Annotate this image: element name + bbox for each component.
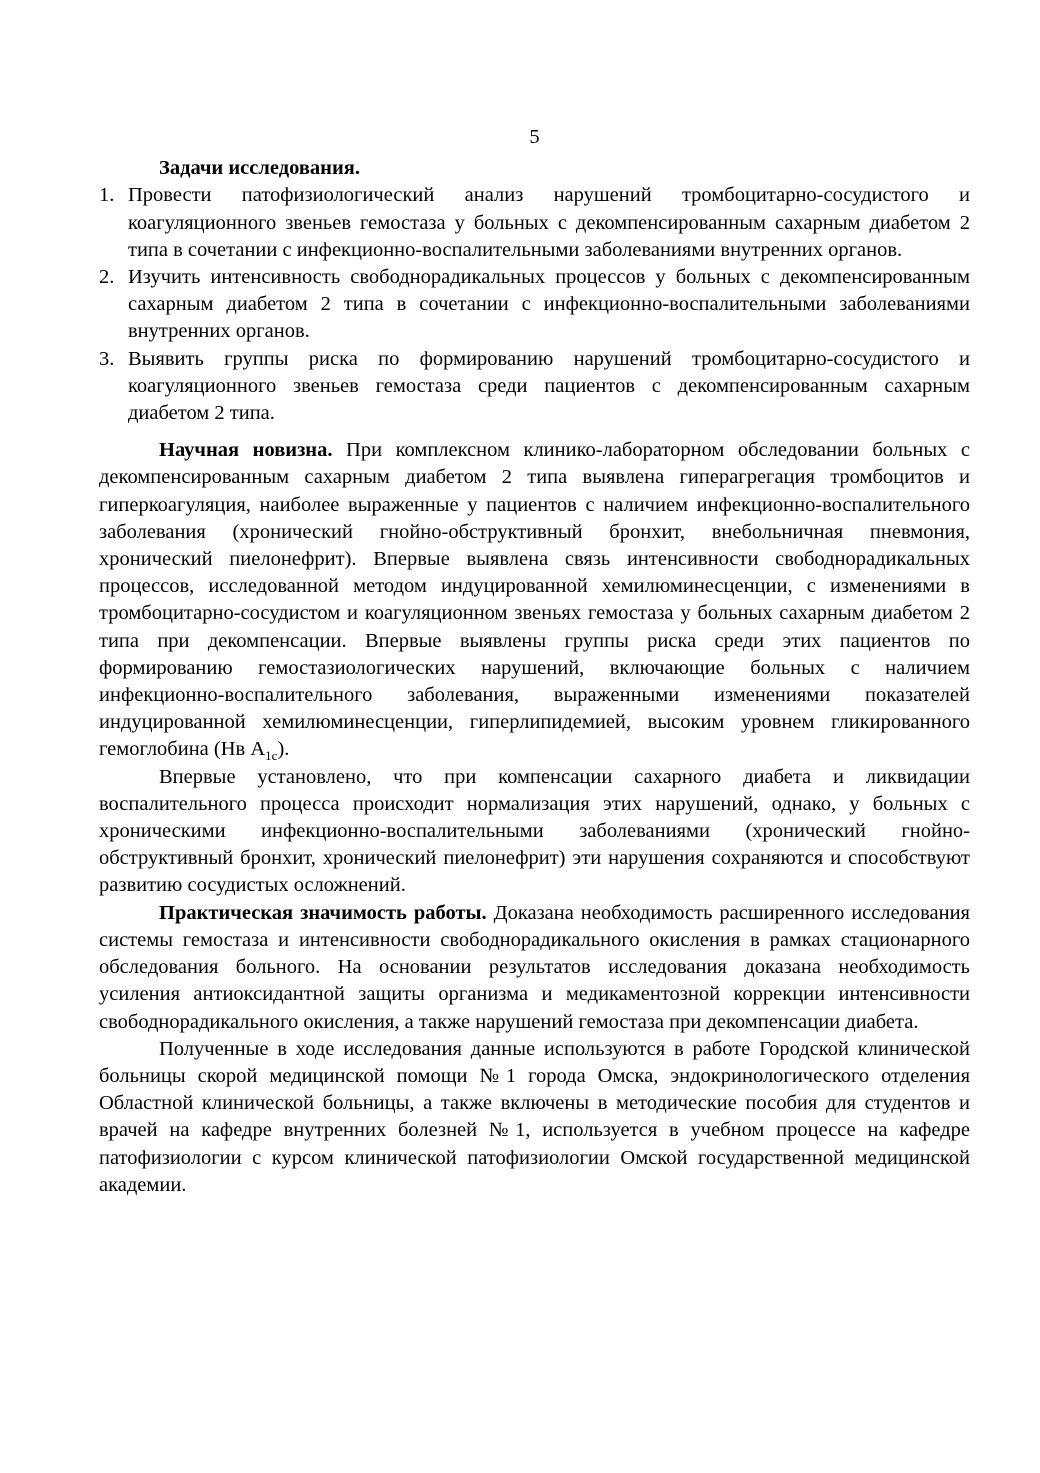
list-item (99, 264, 970, 346)
novelty-paragraph (99, 437, 970, 763)
tasks-list (99, 182, 970, 427)
significance-label: Практическая значимость работы. (159, 901, 487, 924)
spacer (99, 427, 970, 437)
implementation-paragraph: Полученные в ходе исследования данные используются в работе Городской клинической больницы скорой медицинской помощи №1 города Омска, эндокринологического отделения Областной клинической больницы, а также включены в методические пособия для студентов и врачей на кафедре внутренних болезней №1, используется в учебном процессе на кафедре патофизиологии с курсом клинической патофизиологии Омской государственной медицинской академии. (99, 1037, 970, 1196)
list-item-number: 3. (99, 347, 115, 370)
significance-paragraph (99, 900, 970, 1036)
novelty-tail: ). (277, 738, 290, 761)
hba1c-subscript: 1c (265, 748, 278, 764)
novelty-text: При комплексном клинико-лабораторном обследовании больных с декомпенсированным сахарным диабетом 2 типа выявлена гиперагрегация тромбоцитов и гиперкоагуляция, наиболее выраженные у пациентов с наличием инфекционно-воспалительного заболевания (хронический гнойно-обструктивный бронхит, внебольничная пневмония, хронический пиелонефрит). Впервые выявлена связь интенсивности свободнорадикальных процессов, исследованной методом индуцированной хемилюминесценции, с изменениями в тромбоцитарно-сосудистом и коагуляционном звеньях гемостаза у больных сахарным диабетом 2 типа при декомпенсации. Впервые выявлены группы риска среди этих пациентов по формированию гемостазиологических нарушений, включающие больных с наличием инфекционно-воспалительного заболевания, выраженными изменениями показателей индуцированной хемилюминесценции, гиперлипидемией, высоким уровнем гликированного гемоглобина (Нв А (99, 439, 970, 761)
document-page (99, 124, 970, 1199)
list-item-text: Провести патофизиологический анализ нарушений тромбоцитарно-сосудистого и коагуляционного звеньев гемостаза у больных с декомпенсированным сахарным диабетом 2 типа в сочетании с инфекционно-воспалительными заболеваниями внутренних органов. (128, 184, 970, 261)
list-item-number: 2. (99, 266, 115, 289)
significance-text: Доказана необходимость расширенного исследования системы гемостаза и интенсивности свободнорадикального окисления в рамках стационарного обследования больного. На основании результатов исследования доказана необходимость усиления антиоксидантной защиты организма и медикаментозной коррекции интенсивности свободнорадикального окисления, а также нарушений гемостаза при декомпенсации диабета. (99, 901, 970, 1033)
novelty-label: Научная новизна. (159, 439, 333, 462)
list-item-text: Изучить интенсивность свободнорадикальных процессов у больных с декомпенсированным сахарным диабетом 2 типа в сочетании с инфекционно-воспалительными заболеваниями внутренних органов. (128, 266, 970, 343)
page-number: 5 (529, 126, 540, 148)
tasks-heading: Задачи исследования. (159, 157, 360, 180)
list-item-text: Выявить группы риска по формированию нарушений тромбоцитарно-сосудистого и коагуляционного звеньев гемостаза среди пациентов с декомпенсированным сахарным диабетом 2 типа. (128, 347, 970, 425)
list-item (99, 346, 970, 428)
novelty-second-paragraph: Впервые установлено, что при компенсации сахарного диабета и ликвидации воспалительного процесса происходит нормализация этих нарушений, однако, у больных с хроническими инфекционно-воспалительными заболеваниями (хронический гнойно-обструктивный бронхит, хронический пиелонефрит) эти нарушения сохраняются и способствуют развитию сосудистых осложнений. (99, 765, 970, 897)
list-item (99, 182, 970, 264)
list-item-number: 1. (99, 184, 115, 207)
